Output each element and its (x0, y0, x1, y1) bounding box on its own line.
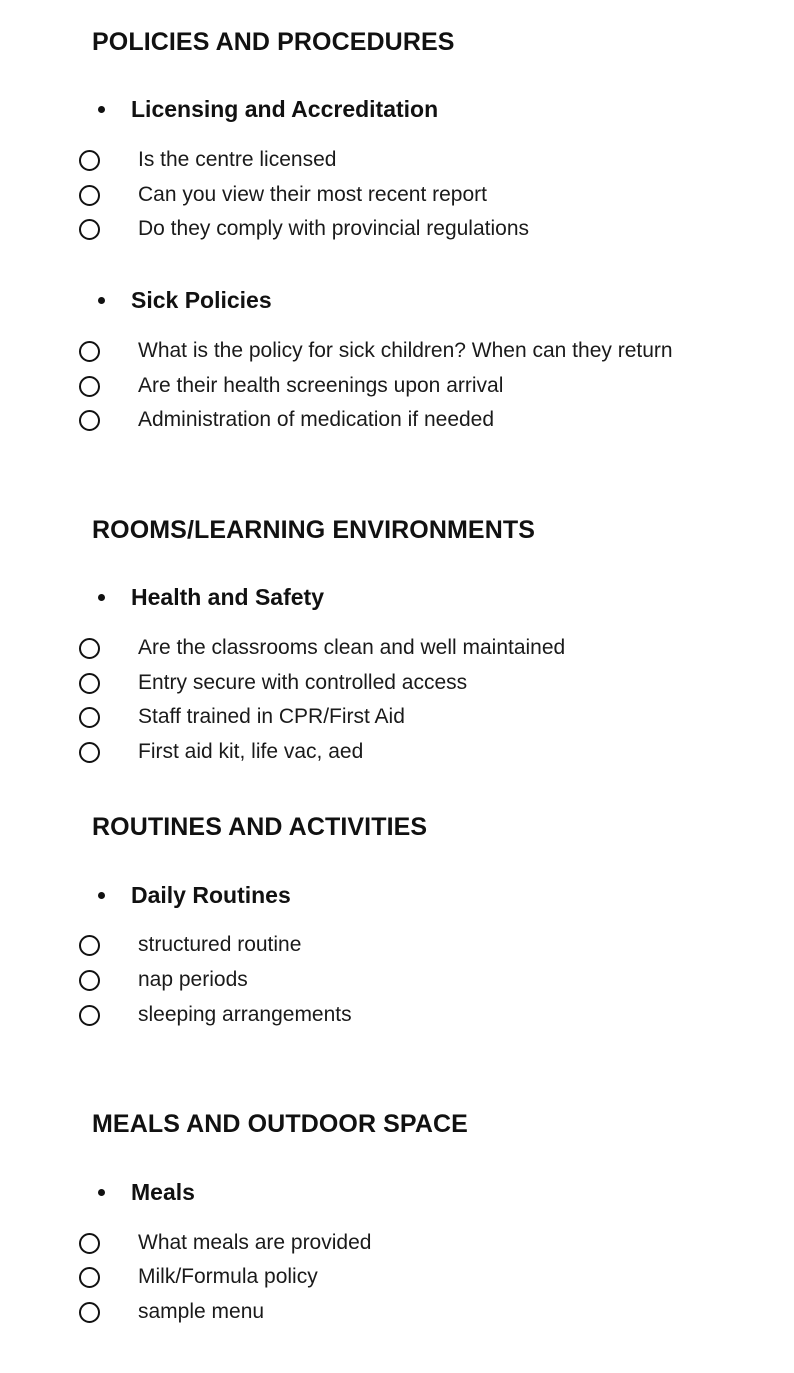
checklist-item-label: Are the classrooms clean and well maintained (138, 636, 566, 659)
checkbox-circle-icon[interactable] (79, 742, 100, 763)
checklist-item-label: What meals are provided (138, 1231, 372, 1254)
checklist-item-label: Are their health screenings upon arrival (138, 374, 504, 397)
checkbox-circle-icon[interactable] (79, 707, 100, 728)
checklist-item-label: sample menu (138, 1300, 265, 1323)
checklist-item (79, 738, 363, 766)
subsection-label: Meals (131, 1179, 195, 1205)
bullet-icon (98, 297, 105, 304)
bullet-icon (98, 106, 105, 113)
checklist-item (79, 1001, 352, 1029)
checkbox-circle-icon[interactable] (79, 150, 100, 171)
checkbox-circle-icon[interactable] (79, 410, 100, 431)
checkbox-circle-icon[interactable] (79, 970, 100, 991)
checklist-item (79, 406, 494, 434)
checkbox-circle-icon[interactable] (79, 376, 100, 397)
checklist-item-label: structured routine (138, 933, 302, 956)
checklist-item (79, 181, 487, 209)
bullet-icon (98, 1189, 105, 1196)
checklist-item (79, 669, 467, 697)
checklist-item-label: Is the centre licensed (138, 148, 337, 171)
checklist-item (79, 146, 336, 174)
checkbox-circle-icon[interactable] (79, 185, 100, 206)
checklist-item (79, 1229, 371, 1257)
checklist-item (79, 634, 565, 662)
checkbox-circle-icon[interactable] (79, 638, 100, 659)
section-heading-meals: MEALS AND OUTDOOR SPACE (92, 1110, 468, 1138)
checkbox-circle-icon[interactable] (79, 219, 100, 240)
checklist-item (79, 966, 248, 994)
subsection-meals (98, 1177, 195, 1207)
checklist-item-label: What is the policy for sick children? When can they return (138, 339, 673, 362)
subsection-daily-routines (98, 880, 291, 910)
checklist-item-label: Do they comply with provincial regulations (138, 217, 530, 240)
checklist-item (79, 337, 673, 365)
checklist-item-label: First aid kit, life vac, aed (138, 740, 364, 763)
checkbox-circle-icon[interactable] (79, 935, 100, 956)
checklist-item (79, 215, 529, 243)
checklist-item-label: Milk/Formula policy (138, 1265, 318, 1288)
checklist-item (79, 1298, 264, 1326)
checklist-item-label: Entry secure with controlled access (138, 671, 468, 694)
checklist-item (79, 931, 301, 959)
subsection-sick-policies (98, 285, 272, 315)
bullet-icon (98, 892, 105, 899)
subsection-label: Health and Safety (131, 584, 324, 610)
checkbox-circle-icon[interactable] (79, 1233, 100, 1254)
checkbox-circle-icon[interactable] (79, 673, 100, 694)
bullet-icon (98, 594, 105, 601)
subsection-label: Licensing and Accreditation (131, 96, 439, 122)
checklist-item-label: Staff trained in CPR/First Aid (138, 705, 405, 728)
checklist-item-label: nap periods (138, 968, 248, 991)
subsection-licensing (98, 94, 438, 124)
section-heading-policies: POLICIES AND PROCEDURES (92, 28, 455, 56)
checkbox-circle-icon[interactable] (79, 1005, 100, 1026)
checkbox-circle-icon[interactable] (79, 341, 100, 362)
checklist-item-label: sleeping arrangements (138, 1003, 352, 1026)
checklist-item-label: Can you view their most recent report (138, 183, 487, 206)
checklist-item (79, 372, 503, 400)
checkbox-circle-icon[interactable] (79, 1267, 100, 1288)
checkbox-circle-icon[interactable] (79, 1302, 100, 1323)
subsection-health-safety (98, 582, 324, 612)
section-heading-routines: ROUTINES AND ACTIVITIES (92, 813, 428, 841)
checklist-item-label: Administration of medication if needed (138, 408, 495, 431)
checklist-item (79, 1263, 318, 1291)
subsection-label: Daily Routines (131, 882, 291, 908)
section-heading-rooms: ROOMS/LEARNING ENVIRONMENTS (92, 516, 535, 544)
checklist-item (79, 703, 405, 731)
subsection-label: Sick Policies (131, 287, 272, 313)
